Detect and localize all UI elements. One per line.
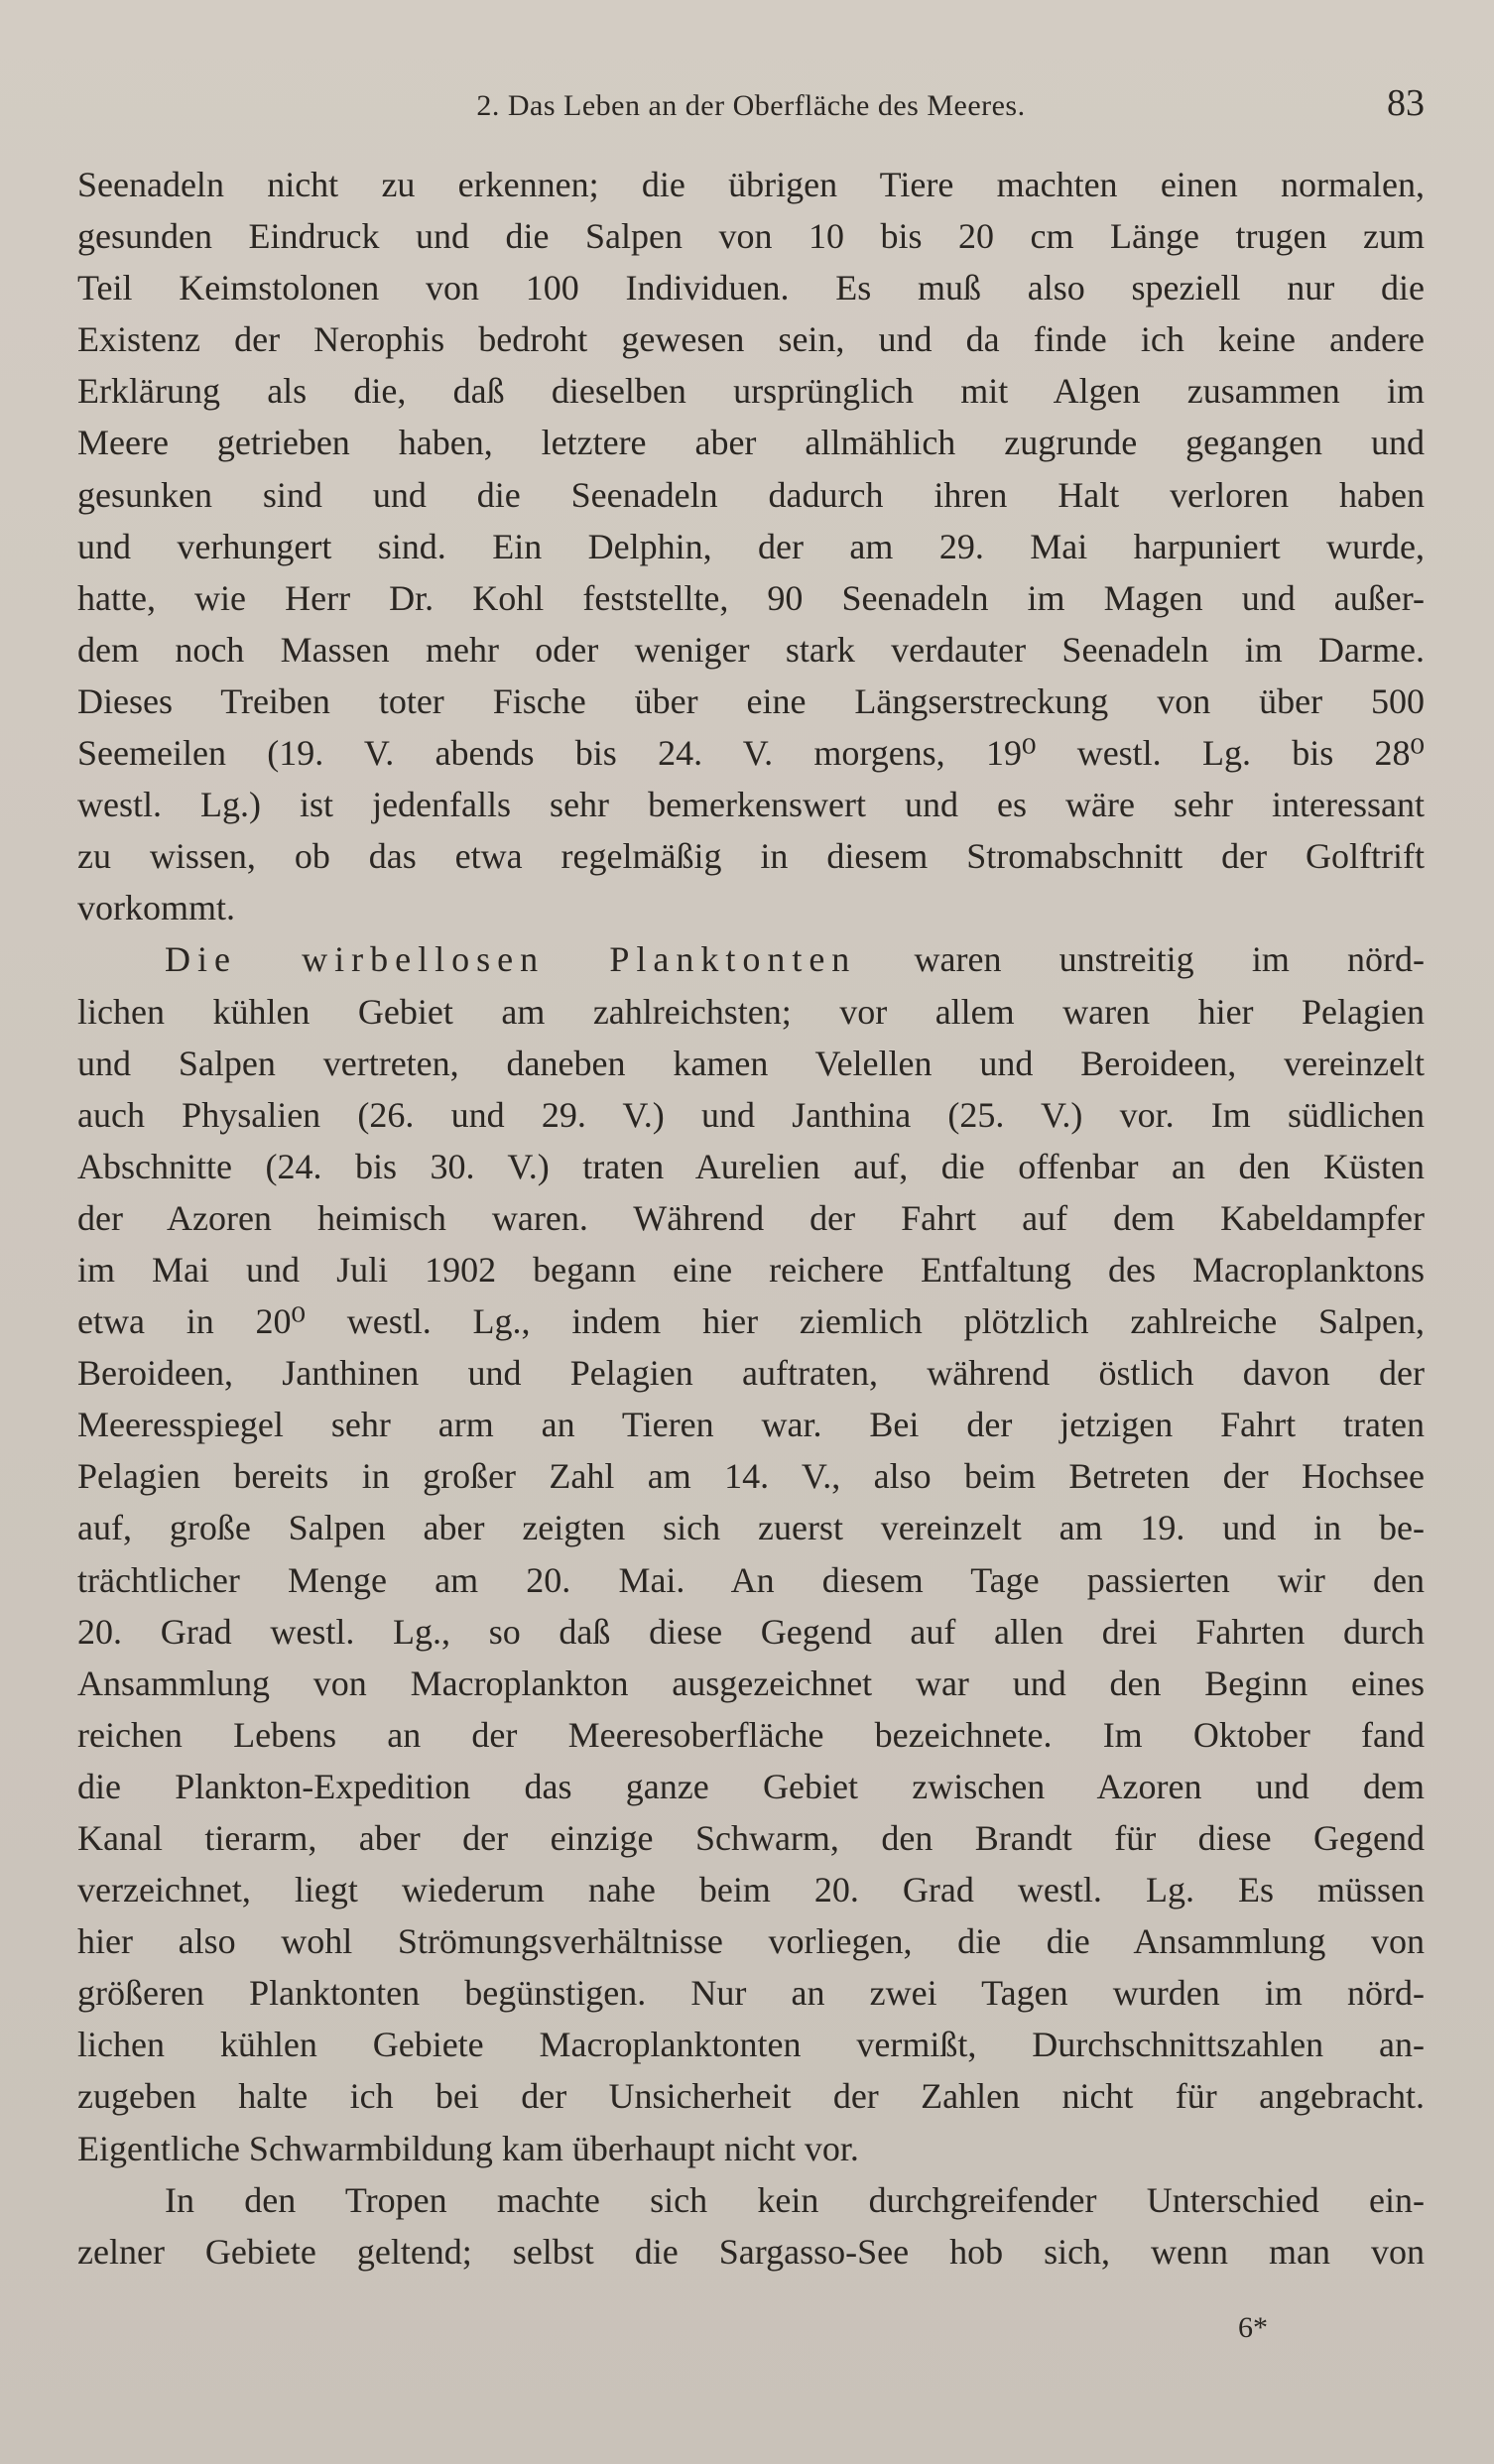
- text-line: die Plankton-Expedition das ganze Gebiet zwischen Azoren und dem: [77, 1766, 1425, 1806]
- text-line: Pelagien bereits in großer Zahl am 14. V., also beim Betreten der Hochsee: [77, 1456, 1425, 1497]
- text-line: Kanal tierarm, aber der einzige Schwarm, den Brandt für diese Gegend: [77, 1818, 1425, 1858]
- text-line: der Azoren heimisch waren. Während der Fahrt auf dem Kabeldampfer: [77, 1197, 1425, 1238]
- text-line: lichen kühlen Gebiet am zahlreichsten; vor allem waren hier Pelagien: [77, 991, 1425, 1032]
- text-line: reichen Lebens an der Meeresoberfläche bezeichnete. Im Oktober fand: [77, 1714, 1425, 1755]
- text-line: und verhungert sind. Ein Delphin, der am 29. Mai harpuniert wurde,: [77, 526, 1425, 566]
- text-line: vorkommt.: [77, 888, 235, 928]
- text-line: im Mai und Juli 1902 begann eine reichere Entfaltung des Macroplanktons: [77, 1249, 1425, 1290]
- text-line: etwa in 20⁰ westl. Lg., indem hier ziemlich plötzlich zahlreiche Salpen,: [77, 1301, 1425, 1342]
- text-line: Teil Keimstolonen von 100 Individuen. Es muß also speziell nur die: [77, 268, 1425, 308]
- text-line-remainder: waren unstreitig im nörd-: [914, 939, 1425, 980]
- text-line: zu wissen, ob das etwa regelmäßig in diesem Stromabschnitt der Golftrift: [77, 836, 1425, 877]
- text-line-with-spaced-phrase: [77, 933, 1425, 985]
- signature-mark: 6*: [1238, 2311, 1268, 2344]
- text-line: zelner Gebiete geltend; selbst die Sargasso-See hob sich, wenn man von: [77, 2231, 1425, 2272]
- text-line: Meere getrieben haben, letztere aber allmählich zugrunde gegangen und: [77, 423, 1425, 463]
- spaced-phrase: Die wirbellosen Planktonten: [165, 939, 857, 980]
- text-line: In den Tropen machte sich kein durchgreifender Unterschied ein-: [165, 2179, 1425, 2220]
- running-title: 2. Das Leben an der Oberfläche des Meeres.: [476, 89, 1026, 122]
- text-line: westl. Lg.) ist jedenfalls sehr bemerkenswert und es wäre sehr interessant: [77, 785, 1425, 825]
- text-line: Eigentliche Schwarmbildung kam überhaupt nicht vor.: [77, 2128, 859, 2168]
- text-line: Ansammlung von Macroplankton ausgezeichnet war und den Beginn eines: [77, 1663, 1425, 1703]
- text-line: Seenadeln nicht zu erkennen; die übrigen Tiere machten einen normalen,: [77, 165, 1425, 204]
- text-line: verzeichnet, liegt wiederum nahe beim 20. Grad westl. Lg. Es müssen: [77, 1870, 1425, 1910]
- text-line: Dieses Treiben toter Fische über eine Längserstreckung von über 500: [77, 680, 1425, 721]
- text-line: 20. Grad westl. Lg., so daß diese Gegend auf allen drei Fahrten durch: [77, 1611, 1425, 1652]
- text-line: Existenz der Nerophis bedroht gewesen sein, und da finde ich keine andere: [77, 319, 1425, 360]
- text-line: lichen kühlen Gebiete Macroplanktonten vermißt, Durchschnittszahlen an-: [77, 2025, 1425, 2065]
- text-line: dem noch Massen mehr oder weniger stark verdauter Seenadeln im Darme.: [77, 629, 1425, 670]
- text-line: Beroideen, Janthinen und Pelagien auftraten, während östlich davon der: [77, 1353, 1425, 1394]
- text-line: Seemeilen (19. V. abends bis 24. V. morgens, 19⁰ westl. Lg. bis 28⁰: [77, 733, 1425, 774]
- text-line: gesunken sind und die Seenadeln dadurch ihren Halt verloren haben: [77, 474, 1425, 515]
- text-line: Abschnitte (24. bis 30. V.) traten Aurelien auf, die offenbar an den Küsten: [77, 1146, 1425, 1186]
- text-line: auch Physalien (26. und 29. V.) und Janthina (25. V.) vor. Im südlichen: [77, 1094, 1425, 1135]
- text-line: hier also wohl Strömungsverhältnisse vorliegen, die die Ansammlung von: [77, 1921, 1425, 1962]
- text-line: hatte, wie Herr Dr. Kohl feststellte, 90 Seenadeln im Magen und außer-: [77, 577, 1425, 618]
- text-line: Erklärung als die, daß dieselben ursprünglich mit Algen zusammen im: [77, 371, 1425, 412]
- text-line: und Salpen vertreten, daneben kamen Velellen und Beroideen, vereinzelt: [77, 1043, 1425, 1083]
- text-line: trächtlicher Menge am 20. Mai. An diesem Tage passierten wir den: [77, 1559, 1425, 1600]
- page-number: 83: [1387, 82, 1425, 124]
- page-header: [77, 81, 1425, 131]
- body-text: [77, 159, 1425, 2278]
- text-line: auf, große Salpen aber zeigten sich zuerst vereinzelt am 19. und in be-: [77, 1508, 1425, 1548]
- text-line: gesunden Eindruck und die Salpen von 10 bis 20 cm Länge trugen zum: [77, 216, 1425, 257]
- text-line: zugeben halte ich bei der Unsicherheit der Zahlen nicht für angebracht.: [77, 2076, 1425, 2117]
- text-line: größeren Planktonten begünstigen. Nur an zwei Tagen wurden im nörd-: [77, 1973, 1425, 2014]
- text-line: Meeresspiegel sehr arm an Tieren war. Bei der jetzigen Fahrt traten: [77, 1405, 1425, 1445]
